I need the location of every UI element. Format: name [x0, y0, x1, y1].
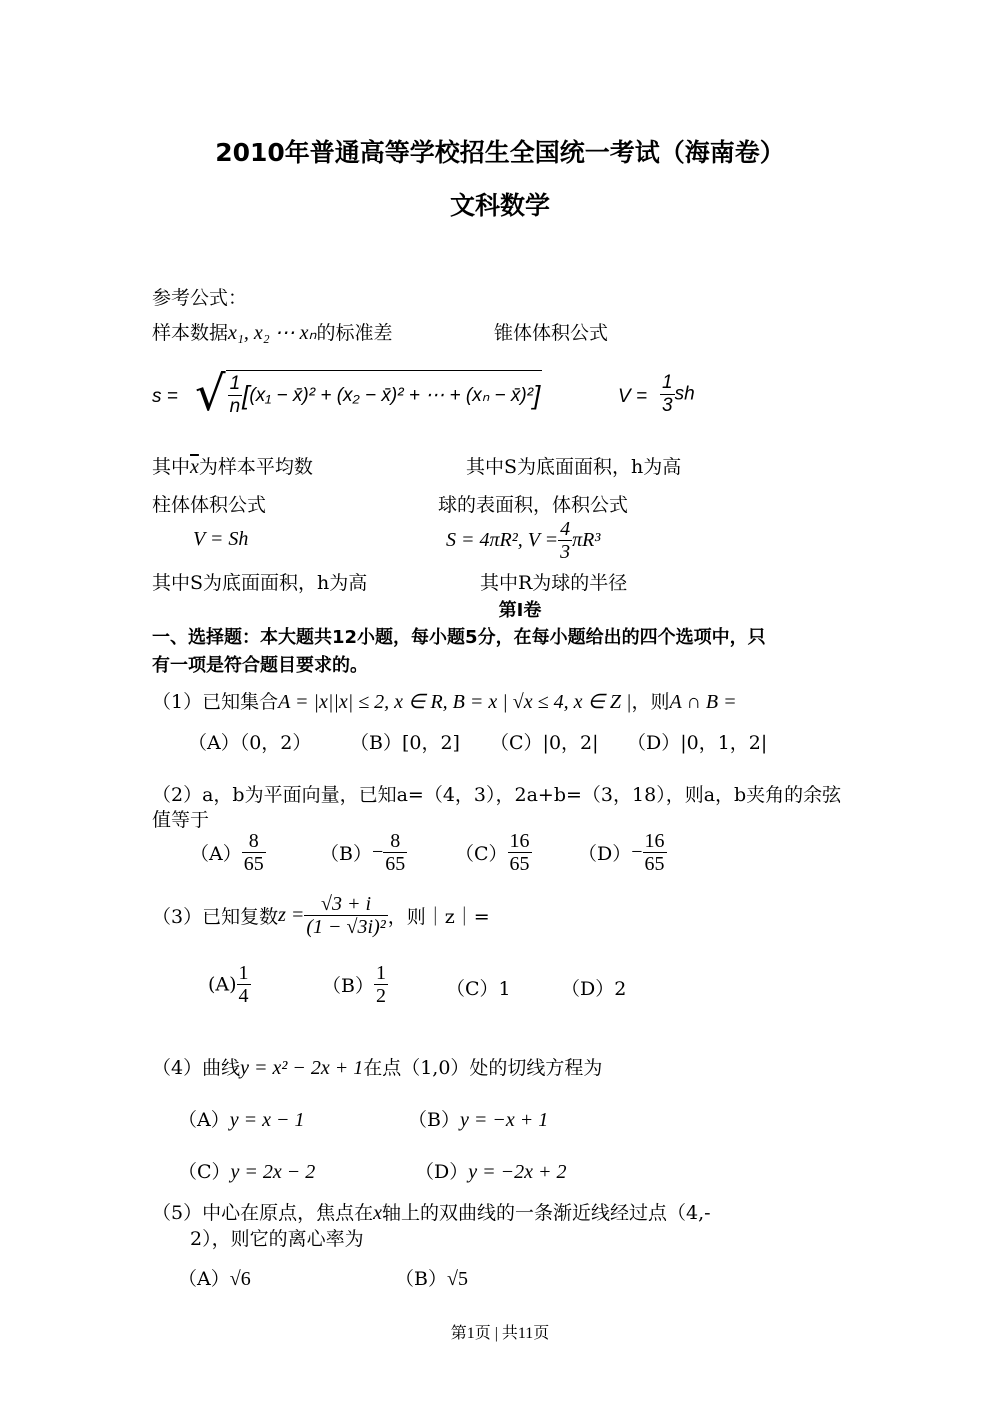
q3-option-b-label: （B）	[322, 975, 374, 997]
q1-option-c: （C）|0，2|	[490, 732, 599, 754]
cone-frac: $\frac{1}{3}$	[662, 372, 673, 416]
q5-option-b-label: （B）	[395, 1268, 447, 1290]
q2-option-a-label: （A）	[190, 843, 242, 865]
sample-std-suffix: 的标准差	[316, 322, 393, 344]
sphere-label: 球的表面积，体积公式	[438, 494, 629, 516]
q2-option-a-den: 65	[243, 853, 264, 875]
q3-option-b	[322, 962, 388, 1007]
where-mean-suffix: 为样本平均数	[198, 456, 313, 478]
std-inner: (x₁ − x̄)² + (x₂ − x̄)² + ⋯ + (xₙ − x̄)²	[249, 385, 534, 406]
q2-option-a-num: 8	[242, 830, 266, 853]
sphere-formula-2: πR³	[572, 529, 601, 551]
q4-option-a	[178, 1105, 304, 1132]
q2-option-b-frac	[383, 830, 407, 875]
q5-option-a-label: （A）	[178, 1268, 230, 1290]
q2-option-d-frac	[643, 830, 667, 875]
q2-option-c-label: （C）	[455, 843, 508, 865]
q4-option-a-label: （A）	[178, 1109, 230, 1131]
q3-option-b-den: 2	[375, 985, 386, 1007]
where-cone: 其中S为底面面积，h为高	[466, 456, 682, 478]
q4-option-d-math: y = −2x + 2	[468, 1161, 567, 1183]
q1-tail-math: A ∩ B =	[669, 691, 737, 713]
q2-option-b-label: （B）	[320, 843, 372, 865]
q2-option-c-den: 65	[509, 853, 530, 875]
q3-stem-text: （3）已知复数	[152, 906, 279, 928]
q2-option-b-den: 65	[385, 853, 406, 875]
q3-option-a-num: 1	[238, 962, 249, 984]
q4-option-d	[415, 1157, 566, 1184]
q4-option-c	[178, 1157, 315, 1184]
q3-num: √3 + i	[304, 893, 387, 916]
q2-option-b	[320, 830, 407, 875]
q3-option-c: （C）1	[446, 978, 511, 1000]
where-mean	[152, 452, 313, 479]
q3-option-a	[208, 962, 251, 1007]
q4-option-d-label: （D）	[415, 1161, 469, 1183]
q1-stem-text: （1）已知集合	[152, 691, 279, 713]
q4-option-b-math: y = −x + 1	[459, 1109, 549, 1131]
sphere-frac: $\frac{4}{3}$	[560, 518, 571, 563]
q5-option-a-math: √6	[229, 1268, 251, 1290]
q2-option-d-label: （D）	[578, 843, 632, 865]
cone-rhs: sh	[674, 383, 695, 405]
q2-option-d-den: 65	[644, 853, 665, 875]
q4-option-b	[408, 1105, 548, 1132]
std-frac: $\frac{1}{n}$	[229, 373, 241, 417]
q5-stem-x: x	[373, 1202, 382, 1224]
sample-std-vars: x₁, x₂ ⋯ xₙ	[228, 322, 317, 344]
section-heading-line-1: 一、选择题：本大题共12小题，每小题5分，在每小题给出的四个选项中，只	[152, 627, 766, 648]
q1-math: A = |x||x| ≤ 2, x ∈ R, B = x | √x ≤ 4, x ∈ Z |	[278, 691, 632, 713]
std-lhs: s =	[152, 386, 178, 407]
q5-stem-1a: （5）中心在原点，焦点在	[152, 1202, 374, 1224]
part-title: 第Ⅰ卷	[498, 600, 542, 621]
q3-option-b-frac	[374, 962, 388, 1007]
document-title: 2010年普通高等学校招生全国统一考试（海南卷）	[215, 138, 785, 167]
q2-option-b-num: 8	[383, 830, 407, 853]
q3-option-d: （D）2	[561, 978, 627, 1000]
sample-std-label-line	[152, 318, 393, 345]
q3-option-a-den: 4	[238, 985, 249, 1007]
cylinder-label: 柱体体积公式	[152, 494, 267, 516]
q3-option-a-label: (A)	[208, 973, 237, 996]
q4-math: y = x² − 2x + 1	[240, 1057, 364, 1079]
q2-option-a-frac	[242, 830, 266, 875]
q1-option-a: （A）（0，2）	[188, 732, 312, 754]
q2-option-c	[455, 830, 532, 875]
q3-option-b-num: 1	[375, 962, 386, 984]
section-heading-line-2: 有一项是符合题目要求的。	[152, 655, 368, 676]
sphere-formula	[446, 518, 600, 563]
sample-std-label: 样本数据	[152, 322, 229, 344]
where-mean-prefix: 其中	[152, 456, 191, 478]
where-sphere: 其中R为球的半径	[480, 572, 628, 594]
q2-option-c-num: 16	[509, 830, 530, 852]
q1-option-d: （D）|0，1，2|	[627, 732, 768, 754]
radicand: $\frac{1}{n}$ [(x₁ − x̄)² + (x₂ − x̄)² + ⋯ + (xₙ − x̄)²]	[226, 370, 543, 418]
q2-option-c-frac	[508, 830, 532, 875]
q4-option-c-label: （C）	[178, 1161, 231, 1183]
q5-stem-line-2: 2），则它的离心率为	[190, 1228, 364, 1250]
q3-stem	[152, 893, 490, 938]
page-footer: 第1页 | 共11页	[450, 1325, 550, 1342]
q3-lhs: z =	[278, 904, 305, 926]
xbar: $\overline{x}$	[190, 456, 199, 478]
q3-option-a-frac	[237, 962, 251, 1007]
q5-stem-1b: 轴上的双曲线的一条渐近线经过点（4,-	[381, 1202, 711, 1224]
cylinder-formula: V = Sh	[193, 528, 249, 550]
cone-lhs: V =	[618, 386, 648, 407]
q3-frac	[304, 893, 387, 938]
q2-option-d-num: 16	[644, 830, 665, 852]
q2-stem-line-2: 值等于	[152, 809, 210, 831]
q4-tail: 在点（1,0）处的切线方程为	[363, 1057, 603, 1079]
q4-option-b-label: （B）	[408, 1109, 460, 1131]
q1-tail: ，则	[631, 691, 670, 713]
q3-den: (1 − √3i)²	[306, 916, 386, 938]
where-cylinder: 其中S为底面面积，h为高	[152, 572, 368, 594]
q5-option-a	[178, 1264, 251, 1291]
std-formula	[195, 366, 542, 422]
q1-option-b: （B）[0，2]	[350, 732, 460, 754]
q4-stem-text: （4）曲线	[152, 1057, 241, 1079]
cone-formula	[660, 372, 695, 417]
radical-sign: √	[195, 366, 226, 422]
q3-tail: ，则｜z｜=	[387, 906, 490, 928]
document-subtitle: 文科数学	[449, 191, 550, 220]
q2-stem-line-1: （2）a，b为平面向量，已知a=（4，3），2a+b=（3，18），则a，b夹角的余弦	[152, 784, 842, 806]
q2-option-b-sign: −	[371, 841, 384, 863]
formulas-heading: 参考公式：	[152, 287, 248, 309]
q2-option-a	[190, 830, 266, 875]
q4-option-c-math: y = 2x − 2	[230, 1161, 316, 1183]
q4-stem	[152, 1053, 602, 1080]
q5-option-b	[395, 1264, 468, 1291]
sphere-formula-1: S = 4πR², V =	[446, 529, 559, 551]
q1-stem	[152, 687, 737, 714]
q4-option-a-math: y = x − 1	[229, 1109, 305, 1131]
q5-stem-line-1	[152, 1198, 711, 1225]
cone-label: 锥体体积公式	[494, 322, 609, 344]
q2-option-d	[578, 830, 667, 875]
q5-option-b-math: √5	[446, 1268, 468, 1290]
q2-option-d-sign: −	[631, 841, 643, 863]
